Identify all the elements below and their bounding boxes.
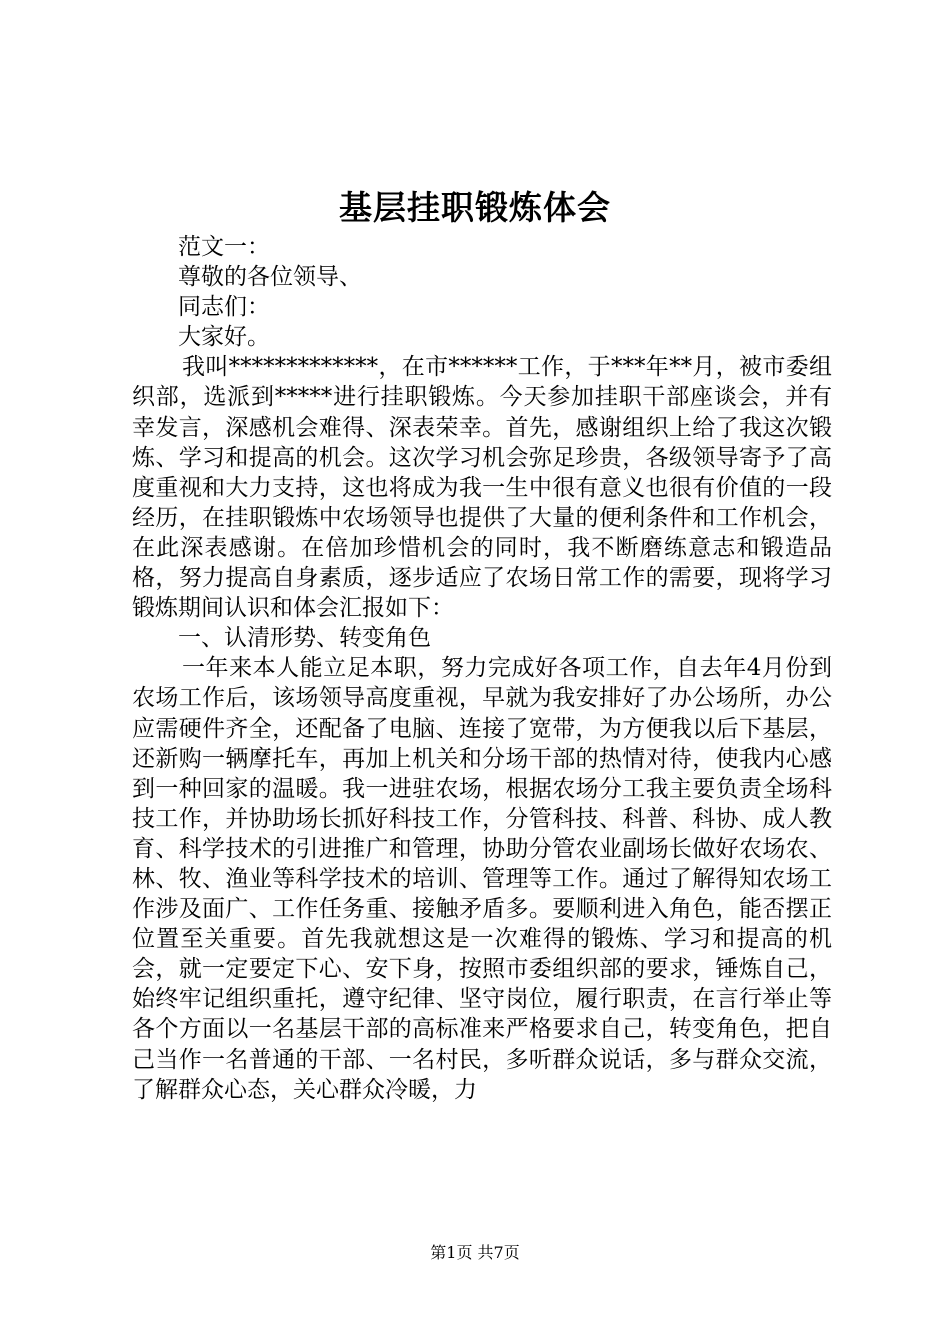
page-footer: 第1页 共7页	[430, 1243, 520, 1262]
paragraph-intro: 我叫*************，在市******工作，于***年**月，被市委组织部，选派到*****进行挂职锻炼。今天参加挂职干部座谈会，并有幸发言，深感机会难得、深表荣幸。首先，感谢组织上给了我这次锻炼、学习和提高的机会。这次学习机会弥足珍贵，各级领导寄予了高度重视和大力支持，这也将成为我一生中很有意义也很有价值的一段经历，在挂职锻炼中农场领导也提供了大量的便利条件和工作机会，在此深表感谢。在倍加珍惜机会的同时，我不断磨练意志和锻造品格，努力提高自身素质，逐步适应了农场日常工作的需要，现将学习锻炼期间认识和体会汇报如下：	[132, 354, 832, 622]
paragraph-greeting: 大家好。	[178, 324, 270, 351]
paragraph-section-1: 一年来本人能立足本职，努力完成好各项工作，自去年4月份到农场工作后，该场领导高度重视，早就为我安排好了办公场所，办公应需硬件齐全，还配备了电脑、连接了宽带，为方便我以后下基层，还新购一辆摩托车，再加上机关和分场干部的热情对待，使我内心感到一种回家的温暖。我一进驻农场，根据农场分工我主要负责全场科技工作，并协助场长抓好科技工作，分管科技、科普、科协、成人教育、科学技术的引进推广和管理，协助分管农业副场长做好农场农、林、牧、渔业等科学技术的培训、管理等工作。通过了解得知农场工作涉及面广、工作任务重、接触矛盾多。要顺利进入角色，能否摆正位置至关重要。首先我就想这是一次难得的锻炼、学习和提高的机会，就一定要定下心、安下身，按照市委组织部的要求，锤炼自己，始终牢记组织重托，遵守纪律、坚守岗位，履行职责，在言行举止等各个方面以一名基层干部的高标准来严格要求自己，转变角色，把自己当作一名普通的干部、一名村民，多听群众说话，多与群众交流，了解群众心态，关心群众冷暖，力	[132, 655, 832, 1103]
paragraph-salutation-1: 范文一：	[178, 234, 270, 260]
document-body	[132, 232, 832, 1105]
page-title: 基层挂职锻炼体会	[339, 188, 611, 227]
section-heading-1: 一、认清形势、转变角色	[178, 625, 431, 652]
paragraph-salutation-2: 尊敬的各位领导、	[178, 264, 362, 291]
paragraph-salutation-3: 同志们：	[178, 294, 270, 321]
